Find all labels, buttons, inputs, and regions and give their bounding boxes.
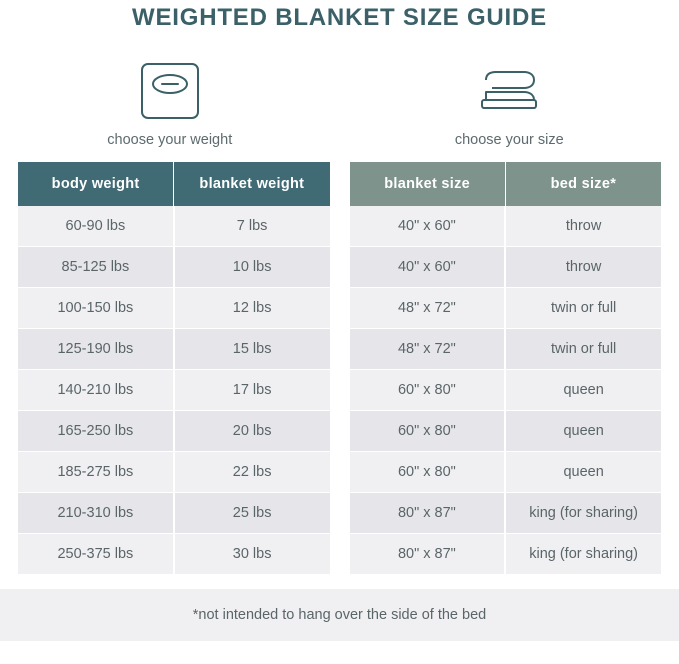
table-row: [350, 247, 662, 288]
cell-blanket-weight: 25 lbs: [174, 493, 330, 534]
size-icon-caption: choose your size: [454, 132, 564, 148]
size-icon-column: [340, 60, 679, 162]
table-row: [350, 534, 662, 575]
cell-blanket-weight: 22 lbs: [174, 452, 330, 493]
cell-blanket-weight: 15 lbs: [174, 329, 330, 370]
column-header-blanket-weight: blanket weight: [174, 162, 330, 206]
page-title: WEIGHTED BLANKET SIZE GUIDE: [132, 4, 547, 31]
cell-bed-size: throw: [505, 247, 661, 288]
column-header-blanket-size: blanket size: [350, 162, 506, 206]
table-row: [350, 329, 662, 370]
table-row: [18, 247, 330, 288]
table-row: [350, 288, 662, 329]
cell-bed-size: queen: [505, 411, 661, 452]
cell-body-weight: 250-375 lbs: [18, 534, 174, 575]
cell-blanket-size: 60" x 80": [350, 370, 506, 411]
cell-body-weight: 140-210 lbs: [18, 370, 174, 411]
table-row: [18, 288, 330, 329]
cell-bed-size: queen: [505, 370, 661, 411]
cell-bed-size: throw: [505, 206, 661, 247]
cell-bed-size: twin or full: [505, 329, 661, 370]
table-row: [350, 452, 662, 493]
cell-body-weight: 165-250 lbs: [18, 411, 174, 452]
cell-blanket-weight: 30 lbs: [174, 534, 330, 575]
table-row: [350, 411, 662, 452]
cell-blanket-size: 48" x 72": [350, 288, 506, 329]
cell-blanket-weight: 10 lbs: [174, 247, 330, 288]
cell-body-weight: 60-90 lbs: [18, 206, 174, 247]
table-row: [18, 452, 330, 493]
table-row: [350, 493, 662, 534]
cell-bed-size: king (for sharing): [505, 534, 661, 575]
cell-blanket-weight: 12 lbs: [174, 288, 330, 329]
cell-blanket-size: 40" x 60": [350, 247, 506, 288]
tables-row: [0, 162, 679, 575]
cell-bed-size: queen: [505, 452, 661, 493]
cell-blanket-size: 48" x 72": [350, 329, 506, 370]
table-row: [18, 206, 330, 247]
footnote: *not intended to hang over the side of the bed: [0, 589, 679, 641]
table-row: [18, 534, 330, 575]
weight-table: [18, 162, 330, 575]
cell-blanket-weight: 20 lbs: [174, 411, 330, 452]
table-row: [18, 329, 330, 370]
cell-body-weight: 210-310 lbs: [18, 493, 174, 534]
table-header-row: [18, 162, 330, 206]
cell-blanket-size: 80" x 87": [350, 493, 506, 534]
cell-bed-size: king (for sharing): [505, 493, 661, 534]
bathroom-scale-icon: [0, 60, 340, 122]
table-row: [350, 370, 662, 411]
size-table: [350, 162, 662, 575]
column-header-bed-size: bed size*: [505, 162, 661, 206]
cell-body-weight: 85-125 lbs: [18, 247, 174, 288]
cell-body-weight: 185-275 lbs: [18, 452, 174, 493]
cell-blanket-weight: 17 lbs: [174, 370, 330, 411]
table-row: [18, 370, 330, 411]
cell-blanket-size: 80" x 87": [350, 534, 506, 575]
column-header-body-weight: body weight: [18, 162, 174, 206]
icons-row: [0, 60, 679, 162]
table-row: [350, 206, 662, 247]
table-row: [18, 411, 330, 452]
cell-blanket-weight: 7 lbs: [174, 206, 330, 247]
weight-icon-column: [0, 60, 340, 162]
weight-icon-caption: choose your weight: [107, 132, 233, 148]
table-row: [18, 493, 330, 534]
table-header-row: [350, 162, 662, 206]
cell-body-weight: 125-190 lbs: [18, 329, 174, 370]
cell-bed-size: twin or full: [505, 288, 661, 329]
cell-blanket-size: 40" x 60": [350, 206, 506, 247]
folded-blanket-icon: [340, 60, 679, 122]
cell-body-weight: 100-150 lbs: [18, 288, 174, 329]
cell-blanket-size: 60" x 80": [350, 411, 506, 452]
cell-blanket-size: 60" x 80": [350, 452, 506, 493]
